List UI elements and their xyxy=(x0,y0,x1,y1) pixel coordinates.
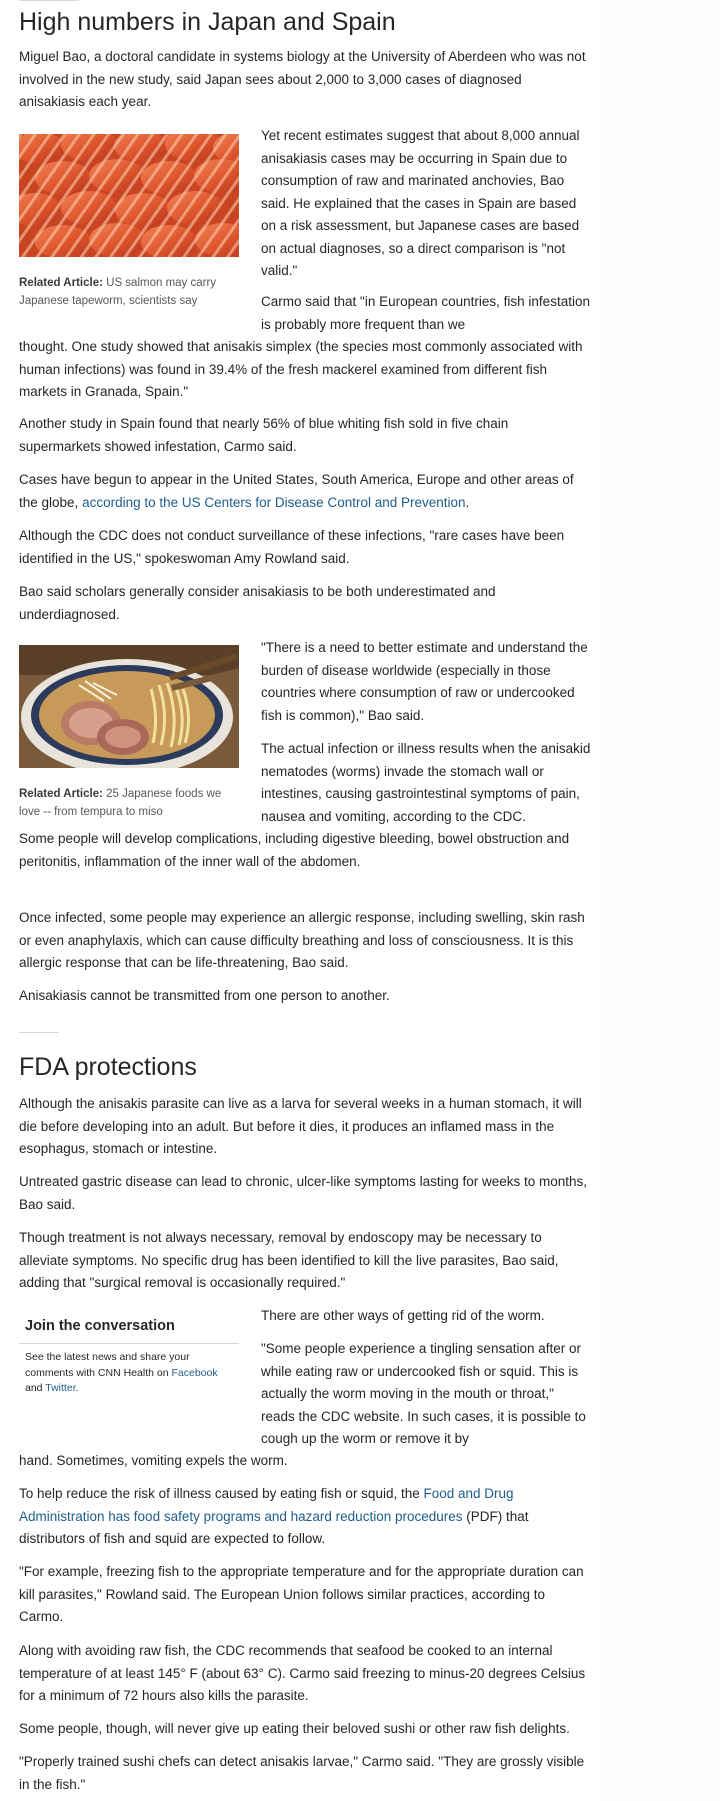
cdc-link[interactable]: according to the US Centers for Disease Control and Prevention xyxy=(82,494,466,510)
paragraph: Some people will develop complications, including digestive bleeding, bowel obstruction and peritonitis, inflammation of the inner wall of the abdomen. xyxy=(19,831,570,869)
paragraph: There are other ways of getting rid of the worm. xyxy=(261,1308,545,1323)
ramen-photo[interactable] xyxy=(19,645,239,768)
paragraph: Untreated gastric disease can lead to chronic, ulcer-like symptoms lasting for weeks to months, Bao said. xyxy=(19,1174,588,1212)
paragraph: Miguel Bao, a doctoral candidate in systems biology at the University of Aberdeen who was not involved in the new study, said Japan sees about 2,000 to 3,000 cases of diagnosed anisakiasis each year. xyxy=(19,49,586,109)
related-article-caption[interactable]: Related Article: US salmon may carry Japanese tapeworm, scientists say xyxy=(19,277,217,307)
paragraph: "For example, freezing fish to the appropriate temperature and for the appropriate duration can kill parasites," Rowland said. The European Union follows similar practices, according to Carmo. xyxy=(19,1564,584,1624)
paragraph: Although the CDC does not conduct surveillance of these infections, "rare cases have been identified in the US," spokeswoman Amy Rowland said. xyxy=(19,528,565,566)
facebook-link[interactable]: Facebook xyxy=(171,1366,218,1379)
related-article-caption[interactable]: Related Article: 25 Japanese foods we love -- from tempura to miso xyxy=(19,788,222,818)
paragraph: Bao said scholars generally consider anisakiasis to be both underestimated and underdiagnosed. xyxy=(19,584,496,622)
paragraph: "Properly trained sushi chefs can detect anisakis larvae," Carmo said. "They are grossly visible in the fish." xyxy=(19,1754,585,1792)
paragraph: Yet recent estimates suggest that about 8,000 annual anisakiasis cases may be occurring in Spain due to consumption of raw and marinated anchovies, Bao said. He explained that the cases in Spain are based on a risk assessment, but Japanese cases are based on actual diagnoses, so a direct comparison is "not valid." xyxy=(261,128,580,278)
join-conversation-callout xyxy=(19,1315,244,1397)
twitter-link[interactable]: Twitter xyxy=(45,1382,76,1394)
section-heading-fda: FDA protections xyxy=(19,1053,197,1081)
callout-divider xyxy=(19,1343,239,1344)
paragraph: Some people, though, will never give up eating their beloved sushi or other raw fish delights. xyxy=(19,1721,570,1736)
paragraph: "There is a need to better estimate and understand the burden of disease worldwide (especially in those countries where consumption of raw or undercooked fish is common)," Bao said. xyxy=(261,640,588,723)
paragraph: Although the anisakis parasite can live as a larva for several weeks in a human stomach, it will die before developing into an adult. But before it dies, it produces an inflamed mass in the esophagus, stomach or intestine. xyxy=(19,1096,582,1156)
ramen-image xyxy=(19,645,239,768)
callout-description: See the latest news and share your comments with CNN Health on Facebook and Twitter. xyxy=(25,1351,218,1394)
paragraph: Anisakiasis cannot be transmitted from one person to another. xyxy=(19,988,390,1003)
section-divider xyxy=(19,1032,59,1033)
callout-title: Join the conversation xyxy=(25,1318,175,1334)
paragraph: hand. Sometimes, vomiting expels the worm. xyxy=(19,1453,288,1468)
salmon-photo[interactable] xyxy=(19,134,239,257)
paragraph-float: Carmo said that "in European countries, fish infestation is probably more frequent than we xyxy=(261,294,590,332)
salmon-image xyxy=(19,134,239,257)
section-heading-japan-spain: High numbers in Japan and Spain xyxy=(19,8,396,36)
fda-link[interactable]: Food and Drug Administration has food safety programs and hazard reduction procedures xyxy=(19,1486,514,1524)
related-article-figure-salmon[interactable] xyxy=(19,134,239,310)
paragraph-float: The actual infection or illness results when the anisakid nematodes (worms) invade the stomach wall or intestines, causing gastrointestinal symptoms of pain, nausea and vomiting, according to the CDC. xyxy=(261,741,591,824)
related-article-figure-ramen[interactable] xyxy=(19,645,239,821)
paragraph: thought. One study showed that anisakis simplex (the species most commonly associated with human infections) was found in 39.4% of the fresh mackerel examined from different fish markets in Granada, Spain." xyxy=(19,339,583,399)
paragraph: Another study in Spain found that nearly 56% of blue whiting fish sold in five chain supermarkets showed infestation, Carmo said. xyxy=(19,416,509,454)
paragraph: Cases have begun to appear in the United States, South America, Europe and other areas of the globe, according to the US Centers for Disease Control and Prevention. xyxy=(19,472,574,510)
paragraph-float: "Some people experience a tingling sensation after or while eating raw or undercooked fish or squid. This is actually the worm moving in the mouth or throat," reads the CDC website. In such cases, it is possible to cough up the worm or remove it by xyxy=(261,1341,586,1446)
paragraph: Once infected, some people may experience an allergic response, including swelling, skin rash or even anaphylaxis, which can cause difficulty breathing and loss of consciousness. It is this allergic response that can be life-threatening, Bao said. xyxy=(19,910,585,970)
paragraph: Along with avoiding raw fish, the CDC recommends that seafood be cooked to an internal temperature of at least 145° F (about 63° C). Carmo said freezing to minus-20 degrees Celsius for a minimum of 72 hours also kills the parasite. xyxy=(19,1643,586,1703)
top-divider xyxy=(19,0,79,1)
paragraph: Though treatment is not always necessary, removal by endoscopy may be necessary to alleviate symptoms. No specific drug has been identified to kill the live parasites, Bao said, adding that "surgical removal is occasionally required." xyxy=(19,1230,559,1290)
paragraph: To help reduce the risk of illness caused by eating fish or squid, the Food and Drug Administration has food safety programs and hazard reduction procedures (PDF) that distributors of fish and squid are expected to follow. xyxy=(19,1486,529,1546)
